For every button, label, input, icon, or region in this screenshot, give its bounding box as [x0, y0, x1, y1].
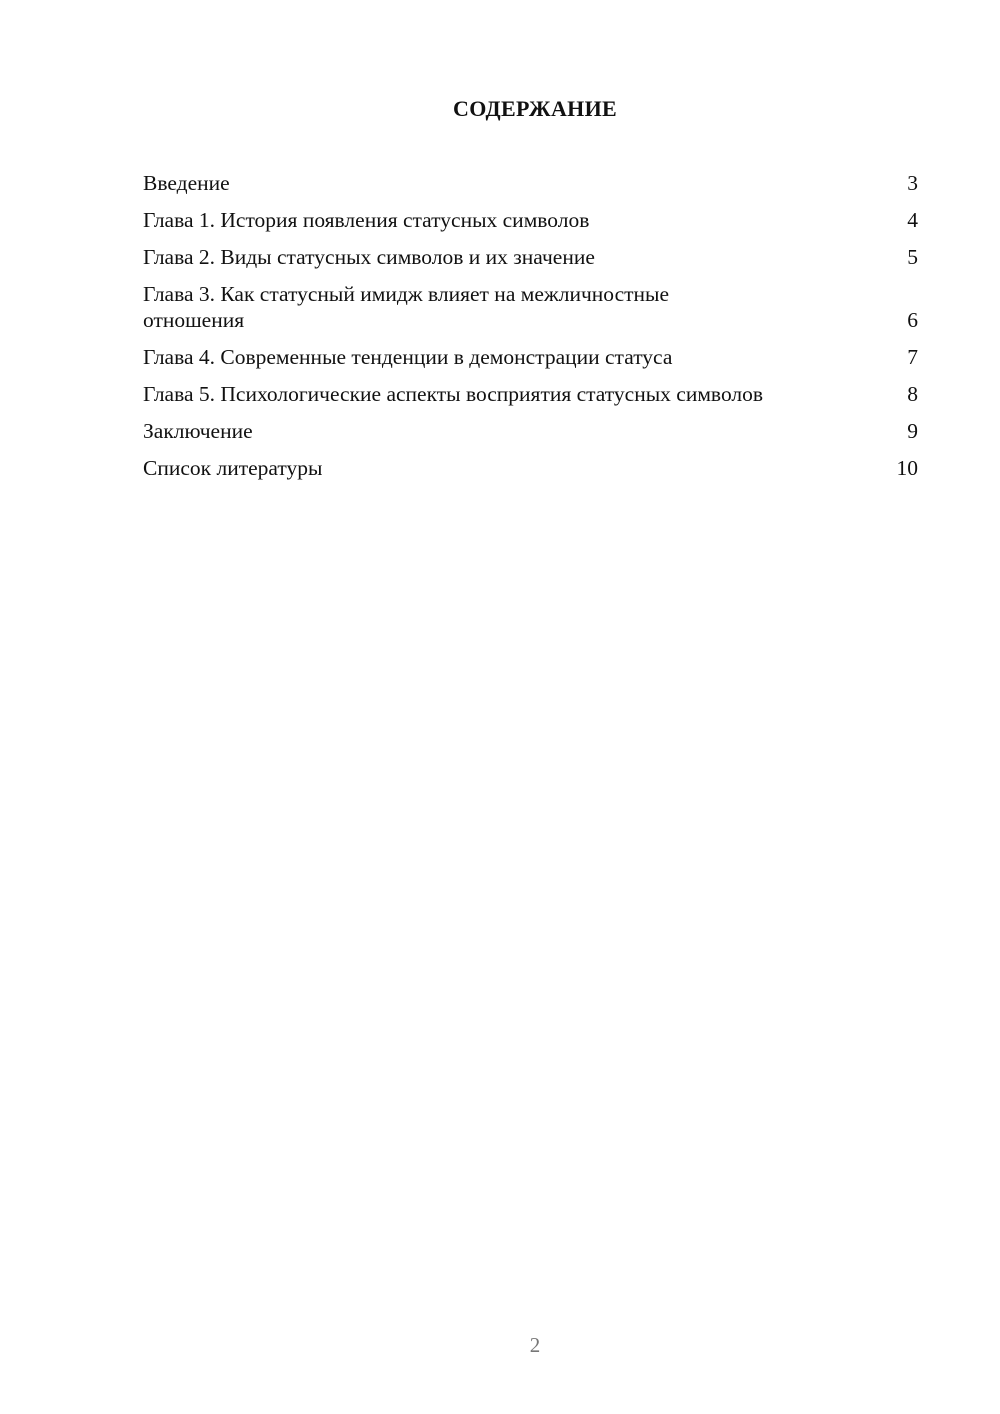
toc-entry-page: 8 [907, 382, 918, 406]
toc-entry-text: Глава 4. Современные тенденции в демонстрации статуса [143, 345, 673, 369]
toc-entry-references[interactable] [143, 455, 918, 481]
toc-entry-page: 5 [907, 245, 918, 269]
toc-entry-chapter-4[interactable] [143, 344, 918, 370]
toc-entry-chapter-3[interactable] [143, 281, 918, 333]
toc-entry-text: Глава 5. Психологические аспекты восприятия статусных символов [143, 382, 764, 406]
toc-entry-chapter-2[interactable] [143, 244, 918, 270]
toc-entry-text: Список литературы [143, 456, 323, 480]
toc-entry-introduction[interactable] [143, 170, 918, 196]
toc-entry-page: 3 [907, 171, 918, 195]
toc-entry-page: 9 [907, 419, 918, 443]
page-number: 2 [529, 1333, 541, 1357]
toc-entry-page: 6 [907, 308, 918, 332]
toc-entry-text: Заключение [143, 419, 253, 443]
toc-entry-page: 4 [907, 208, 918, 232]
toc-entry-text: Введение [143, 171, 230, 195]
toc-entry-page: 7 [907, 345, 918, 369]
toc-entry-text: Глава 1. История появления статусных символов [143, 208, 590, 232]
page-title: СОДЕРЖАНИЕ [453, 96, 617, 121]
toc-entry-chapter-5[interactable] [143, 381, 918, 407]
toc-entry-page: 10 [896, 456, 918, 480]
toc-entry-conclusion[interactable] [143, 418, 918, 444]
table-of-contents [143, 170, 918, 492]
toc-entry-chapter-1[interactable] [143, 207, 918, 233]
toc-entry-text: Глава 2. Виды статусных символов и их значение [143, 245, 595, 269]
toc-entry-text: Глава 3. Как статусный имидж влияет на межличностные отношения [143, 282, 670, 332]
